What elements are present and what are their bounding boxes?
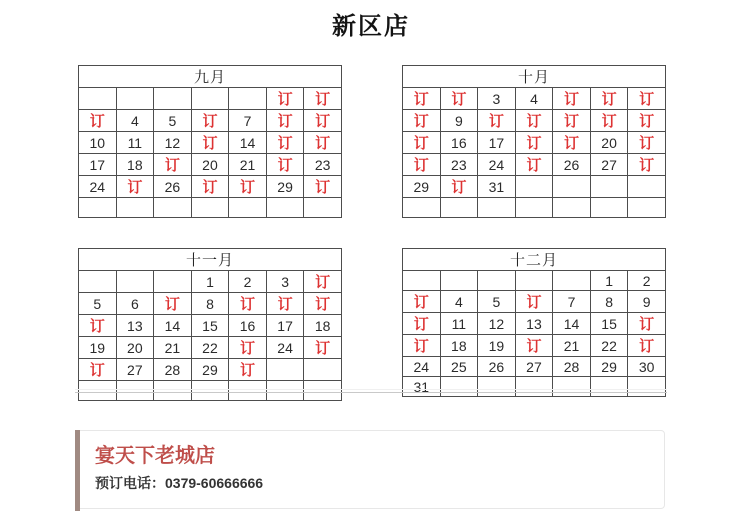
day-cell: 14 [553,313,591,335]
booked-cell: 订 [266,293,304,315]
store-card [75,430,665,509]
empty-cell [553,271,591,291]
day-cell: 29 [266,176,304,198]
booked-cell: 订 [229,337,267,359]
calendar-week-row [79,359,342,381]
booked-cell: 订 [304,110,342,132]
day-cell: 20 [191,154,229,176]
booked-cell: 订 [515,132,553,154]
calendar-october [402,65,666,218]
booked-cell: 订 [191,132,229,154]
day-cell: 25 [440,357,478,377]
calendar-week-row [79,154,342,176]
day-cell: 9 [628,291,666,313]
calendar-week-row [403,88,666,110]
booked-cell: 订 [403,154,441,176]
calendar-week-row [403,271,666,291]
booked-cell: 订 [304,271,342,293]
booked-cell: 订 [304,337,342,359]
empty-cell [440,377,478,397]
day-cell: 12 [154,132,192,154]
day-cell: 30 [628,357,666,377]
booked-cell: 订 [478,110,516,132]
booked-cell: 订 [590,110,628,132]
phone-number: 0379-60666666 [165,475,264,491]
day-cell: 8 [191,293,229,315]
day-cell: 27 [116,359,154,381]
day-cell: 17 [478,132,516,154]
day-cell: 15 [590,313,628,335]
day-cell: 23 [304,154,342,176]
booked-cell: 订 [553,132,591,154]
page-title: 新区店 [332,13,410,40]
day-cell: 26 [553,154,591,176]
calendar-week-row [79,315,342,337]
booked-cell: 订 [628,335,666,357]
empty-cell [440,271,478,291]
booked-cell: 订 [229,293,267,315]
booked-cell: 订 [590,88,628,110]
booked-cell: 订 [403,88,441,110]
day-cell: 24 [266,337,304,359]
empty-cell [515,198,553,218]
calendar-week-row [79,132,342,154]
day-cell: 27 [515,357,553,377]
day-cell: 11 [116,132,154,154]
day-cell: 16 [440,132,478,154]
day-cell: 7 [229,110,267,132]
booked-cell: 订 [403,291,441,313]
day-cell: 31 [478,176,516,198]
section-divider [75,389,667,393]
booked-cell: 订 [440,176,478,198]
day-cell: 2 [628,271,666,291]
calendar-november [78,248,342,401]
day-cell: 11 [440,313,478,335]
day-cell: 18 [440,335,478,357]
day-cell: 23 [440,154,478,176]
day-cell: 17 [266,315,304,337]
day-cell: 1 [191,271,229,293]
phone-label: 预订电话： [95,475,165,491]
booked-cell: 订 [191,176,229,198]
calendar-week-row [79,337,342,359]
calendar-table [402,65,666,218]
day-cell: 28 [154,359,192,381]
booked-cell: 订 [628,154,666,176]
booked-cell: 订 [79,315,117,337]
calendar-table [78,65,342,218]
empty-cell [266,198,304,218]
booked-cell: 订 [628,313,666,335]
empty-cell [79,198,117,218]
day-cell: 5 [478,291,516,313]
empty-cell [116,271,154,293]
empty-cell [154,88,192,110]
day-cell: 4 [116,110,154,132]
day-cell: 3 [266,271,304,293]
day-cell: 31 [403,377,441,397]
day-cell: 29 [191,359,229,381]
empty-cell [79,88,117,110]
calendar-week-row [79,88,342,110]
day-cell: 14 [229,132,267,154]
booked-cell: 订 [154,293,192,315]
day-cell: 15 [191,315,229,337]
empty-cell [403,198,441,218]
booked-cell: 订 [116,176,154,198]
day-cell: 21 [229,154,267,176]
day-cell: 29 [403,176,441,198]
empty-cell [304,359,342,381]
day-cell: 18 [116,154,154,176]
day-cell: 28 [553,357,591,377]
empty-cell [304,198,342,218]
month-title: 九月 [79,66,342,88]
day-cell: 4 [440,291,478,313]
empty-cell [590,377,628,397]
booked-cell: 订 [403,110,441,132]
booked-cell: 订 [266,132,304,154]
calendar-week-row [79,293,342,315]
empty-cell [590,198,628,218]
empty-cell [229,198,267,218]
booked-cell: 订 [628,110,666,132]
day-cell: 27 [590,154,628,176]
booked-cell: 订 [515,110,553,132]
day-cell: 9 [440,110,478,132]
booked-cell: 订 [266,154,304,176]
booked-cell: 订 [553,110,591,132]
empty-cell [79,271,117,293]
day-cell: 8 [590,291,628,313]
empty-cell [590,176,628,198]
empty-cell [403,271,441,291]
empty-cell [266,359,304,381]
day-cell: 26 [478,357,516,377]
day-cell: 7 [553,291,591,313]
day-cell: 1 [590,271,628,291]
day-cell: 5 [154,110,192,132]
day-cell: 24 [79,176,117,198]
empty-cell [553,377,591,397]
booked-cell: 订 [154,154,192,176]
calendar-week-row [79,110,342,132]
calendar-week-row [403,110,666,132]
month-title: 十二月 [403,249,666,271]
calendar-september [78,65,342,218]
day-cell: 22 [590,335,628,357]
day-cell: 21 [553,335,591,357]
day-cell: 2 [229,271,267,293]
booked-cell: 订 [515,154,553,176]
booked-cell: 订 [266,110,304,132]
empty-cell [553,198,591,218]
store-phone [95,475,664,491]
day-cell: 14 [154,315,192,337]
day-cell: 19 [79,337,117,359]
booked-cell: 订 [304,132,342,154]
empty-cell [628,176,666,198]
empty-cell [628,377,666,397]
calendar-table [402,248,666,397]
calendar-week-row [79,271,342,293]
booked-cell: 订 [191,110,229,132]
booked-cell: 订 [304,176,342,198]
calendar-week-row [403,377,666,397]
day-cell: 13 [116,315,154,337]
booked-cell: 订 [403,335,441,357]
booked-cell: 订 [515,335,553,357]
day-cell: 24 [403,357,441,377]
day-cell: 13 [515,313,553,335]
calendar-week-row [403,198,666,218]
day-cell: 19 [478,335,516,357]
empty-cell [478,271,516,291]
empty-cell [191,88,229,110]
day-cell: 6 [116,293,154,315]
calendar-week-row [79,198,342,218]
booked-cell: 订 [229,176,267,198]
empty-cell [154,271,192,293]
day-cell: 18 [304,315,342,337]
day-cell: 4 [515,88,553,110]
day-cell: 21 [154,337,192,359]
empty-cell [553,176,591,198]
booked-cell: 订 [628,88,666,110]
booked-cell: 订 [515,291,553,313]
day-cell: 12 [478,313,516,335]
day-cell: 24 [478,154,516,176]
booked-cell: 订 [553,88,591,110]
booked-cell: 订 [440,88,478,110]
booked-cell: 订 [266,88,304,110]
booked-cell: 订 [79,110,117,132]
day-cell: 5 [79,293,117,315]
day-cell: 26 [154,176,192,198]
empty-cell [515,176,553,198]
day-cell: 10 [79,132,117,154]
day-cell: 29 [590,357,628,377]
empty-cell [440,198,478,218]
empty-cell [628,198,666,218]
calendar-week-row [403,132,666,154]
day-cell: 22 [191,337,229,359]
calendar-week-row [403,176,666,198]
calendar-week-row [79,176,342,198]
booked-cell: 订 [79,359,117,381]
booked-cell: 订 [304,293,342,315]
booked-cell: 订 [304,88,342,110]
month-title: 十一月 [79,249,342,271]
booked-cell: 订 [229,359,267,381]
day-cell: 20 [116,337,154,359]
empty-cell [229,88,267,110]
empty-cell [116,88,154,110]
empty-cell [116,198,154,218]
day-cell: 20 [590,132,628,154]
accent-bar [75,430,80,511]
empty-cell [478,377,516,397]
empty-cell [154,198,192,218]
booked-cell: 订 [403,132,441,154]
empty-cell [515,271,553,291]
empty-cell [478,198,516,218]
day-cell: 17 [79,154,117,176]
calendar-week-row [403,291,666,313]
calendar-december [402,248,666,397]
empty-cell [191,198,229,218]
store-name: 宴天下老城店 [95,445,215,467]
day-cell: 16 [229,315,267,337]
calendar-table [78,248,342,401]
month-title: 十月 [403,66,666,88]
calendar-week-row [403,154,666,176]
day-cell: 3 [478,88,516,110]
booked-cell: 订 [403,313,441,335]
booked-cell: 订 [628,132,666,154]
empty-cell [515,377,553,397]
calendar-week-row [403,357,666,377]
calendar-week-row [403,313,666,335]
calendar-week-row [403,335,666,357]
